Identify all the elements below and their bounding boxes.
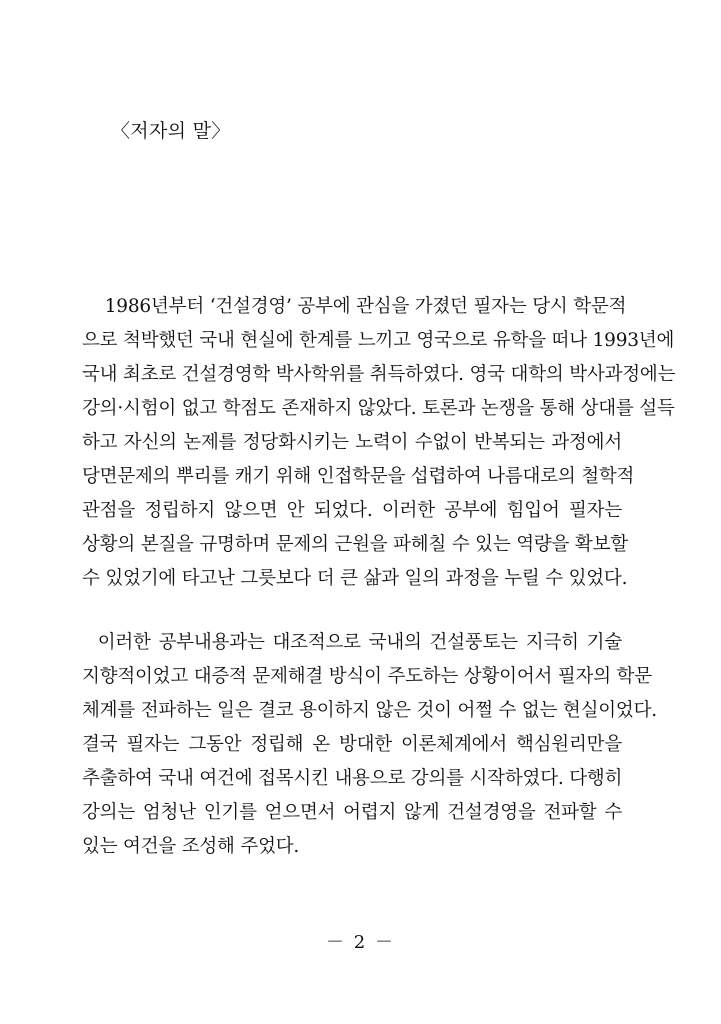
- paragraph-line: 체계를 전파하는 일은 결코 용이하지 않은 것이 어쩔 수 없는 현실이었다.: [82, 700, 657, 721]
- paragraph-line: 수 있었기에 타고난 그릇보다 더 큰 삶과 일의 과정을 누릴 수 있었다.: [82, 568, 628, 589]
- page-number: － 2 －: [326, 932, 395, 953]
- paragraph-line: 관점을 정립하지 않으면 안 되었다. 이러한 공부에 힘입어 필자는: [82, 500, 622, 521]
- paragraph-line: 있는 여건을 조성해 주었다.: [82, 836, 300, 857]
- paragraph-line: 이러한 공부내용과는 대조적으로 국내의 건설풍토는 지극히 기술: [82, 632, 622, 653]
- paragraph-line: 1986년부터 ‘건설경영’ 공부에 관심을 가졌던 필자는 당시 학문적: [82, 296, 627, 317]
- section-heading: 〈저자의 말〉: [111, 120, 231, 142]
- paragraph-line: 지향적이었고 대증적 문제해결 방식이 주도하는 상황이어서 필자의 학문: [82, 666, 652, 687]
- paragraph-line: 강의·시험이 없고 학점도 존재하지 않았다. 토론과 논쟁을 통해 상대를 설득: [82, 398, 675, 419]
- paragraph-line: 당면문제의 뿌리를 캐기 위해 인접학문을 섭렵하여 나름대로의 철학적: [82, 466, 635, 487]
- paragraph-line: 국내 최초로 건설경영학 박사학위를 취득하였다. 영국 대학의 박사과정에는: [82, 364, 676, 385]
- paragraph-line: 강의는 엄청난 인기를 얻으면서 어렵지 않게 건설경영을 전파할 수: [82, 802, 622, 823]
- paragraph-line: 하고 자신의 논제를 정당화시키는 노력이 수없이 반복되는 과정에서: [82, 432, 622, 453]
- paragraph-line: 상황의 본질을 규명하며 문제의 근원을 파헤칠 수 있는 역량을 확보할: [82, 534, 628, 555]
- paragraph-line: 으로 척박했던 국내 현실에 한계를 느끼고 영국으로 유학을 떠나 1993년에: [82, 330, 675, 351]
- paragraph-2: [82, 626, 657, 864]
- paragraph-line: 결국 필자는 그동안 정립해 온 방대한 이론체계에서 핵심원리만을: [82, 734, 622, 755]
- paragraph-1: [82, 290, 676, 596]
- paragraph-line: 추출하여 국내 여건에 접목시킨 내용으로 강의를 시작하였다. 다행히: [82, 768, 623, 789]
